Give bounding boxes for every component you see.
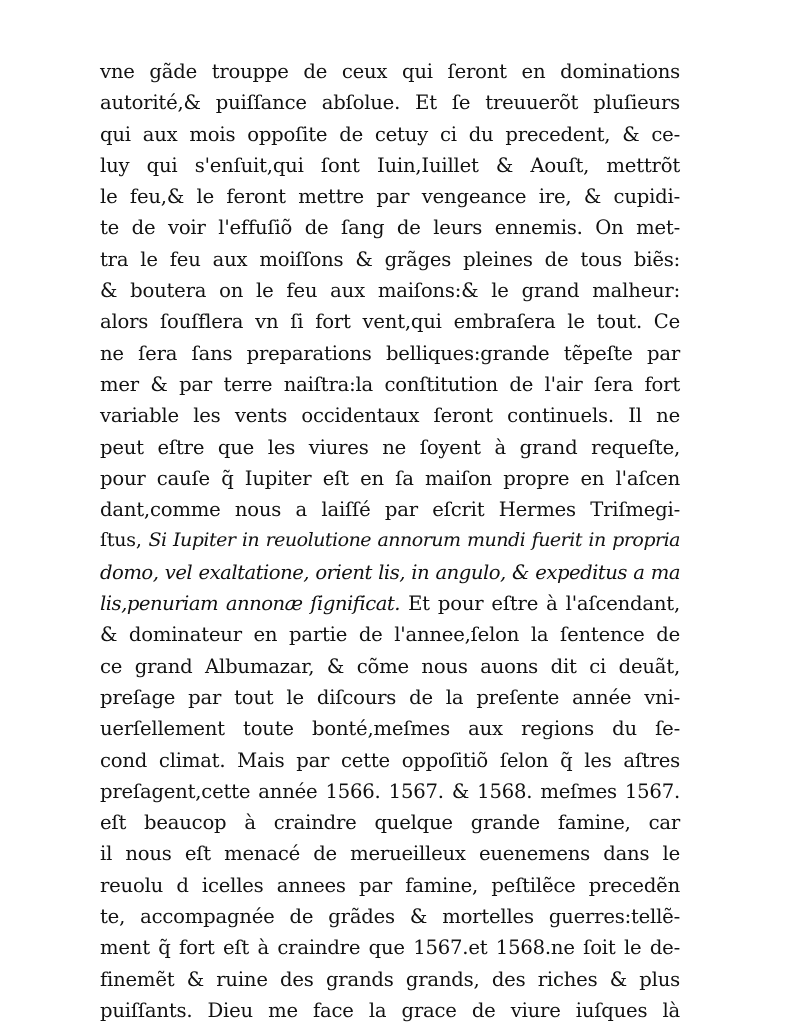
- text-line: [100, 463, 680, 494]
- text-line: [100, 338, 680, 369]
- text-line: [100, 713, 680, 744]
- text-segment: il nous eſt menacé de merueilleux euenemens dans le: [100, 842, 680, 866]
- text-segment: eſt beaucop à craindre quelque grande famine, car: [100, 811, 680, 835]
- text-line: [100, 619, 680, 650]
- italic-quotation: Si Iupiter in reuolutione annorum mundi fuerit in propria: [148, 529, 680, 552]
- text-line: [100, 150, 680, 181]
- text-line: [100, 651, 680, 682]
- text-segment: qui aux mois oppoſite de cetuy ci du precedent, & ce-: [100, 122, 680, 146]
- text-segment: ſtus,: [100, 529, 149, 552]
- text-line: [100, 838, 680, 869]
- text-line: [100, 306, 680, 337]
- text-segment: te de voir l'effuſiõ de ſang de leurs ennemis. On met-: [100, 216, 680, 240]
- text-line: [100, 588, 680, 619]
- text-line: [100, 212, 680, 243]
- text-segment: ne ſera ſans preparations belliques:grande tẽpeſte par: [100, 341, 680, 365]
- text-segment: le feu,& le feront mettre par vengeance ire, & cupidi-: [100, 185, 680, 209]
- text-segment: reuolu d icelles annees par famine, peſtilẽce precedẽn: [100, 873, 680, 897]
- text-line: [100, 275, 680, 306]
- text-segment: ce grand Albumazar, & cõme nous auons dit ci deuãt,: [100, 654, 680, 678]
- text-line: [100, 995, 680, 1026]
- text-segment: mer & par terre naiſtra:la conſtitution de l'air ſera fort: [100, 372, 680, 396]
- text-segment: peut eſtre que les viures ne ſoyent à grand requeſte,: [100, 435, 680, 459]
- text-segment: preſagent,cette année 1566. 1567. & 1568. meſmes 1567.: [100, 779, 680, 803]
- body-text: [100, 56, 680, 1026]
- text-segment: ment q̃ fort eſt à craindre que 1567.et 1568.ne ſoit le de-: [100, 936, 680, 960]
- italic-quotation: domo, vel exaltatione, orient lis, in angulo, & expeditus a ma: [100, 560, 680, 584]
- text-segment: pour cauſe q̃ Iupiter eſt en ſa maiſon propre en l'aſcen: [100, 466, 680, 490]
- text-line: [100, 244, 680, 275]
- text-segment: autorité,& puiſſance abſolue. Et ſe treuuerõt pluſieurs: [100, 91, 680, 115]
- text-line: [100, 932, 680, 963]
- text-segment: uerſellement toute bonté,meſmes aux regions du ſe-: [100, 717, 680, 741]
- text-line: [100, 870, 680, 901]
- text-segment: Et pour eſtre à l'aſcendant,: [400, 592, 680, 616]
- text-line: [100, 432, 680, 463]
- text-line: [100, 494, 680, 525]
- text-segment: vne gãde trouppe de ceux qui ſeront en dominations: [100, 60, 680, 83]
- text-segment: & boutera on le feu aux maiſons:& le grand malheur:: [100, 279, 680, 303]
- text-segment: alors ſouſflera vn ſi fort vent,qui embraſera le tout. Ce: [100, 310, 680, 334]
- text-line: [100, 557, 680, 588]
- text-segment: te, accompagnée de grãdes & mortelles guerres:tellẽ-: [100, 905, 680, 929]
- text-line: [100, 745, 680, 776]
- text-segment: puiſſants. Dieu me face la grace de viure iuſques là: [100, 998, 680, 1022]
- text-line: [100, 400, 680, 431]
- text-line: [100, 525, 680, 556]
- text-segment: luy qui s'enſuit,qui ſont Iuin,Iuillet & Aouſt, mettrõt: [100, 153, 680, 177]
- text-line: [100, 181, 680, 212]
- text-line: [100, 56, 680, 87]
- text-segment: dant,comme nous a laiſſé par eſcrit Hermes Triſmegi-: [100, 498, 680, 522]
- text-line: [100, 776, 680, 807]
- text-segment: & dominateur en partie de l'annee,ſelon la ſentence de: [100, 623, 680, 647]
- text-line: [100, 682, 680, 713]
- text-segment: tra le feu aux moiſſons & grãges pleines de tous biẽs:: [100, 247, 680, 271]
- text-segment: variable les vents occidentaux ſeront continuels. Il ne: [100, 404, 680, 428]
- italic-quotation: lis,penuriam annonæ ſignificat.: [100, 592, 401, 616]
- text-line: [100, 901, 680, 932]
- text-line: [100, 369, 680, 400]
- text-segment: finemẽt & ruine des grands grands, des riches & plus: [100, 967, 680, 991]
- text-line: [100, 119, 680, 150]
- text-line: [100, 964, 680, 995]
- text-segment: preſage par tout le diſcours de la preſente année vni-: [100, 685, 680, 709]
- text-segment: cond climat. Mais par cette oppoſitiõ ſelon q̃ les aſtres: [100, 748, 680, 772]
- text-line: [100, 807, 680, 838]
- text-line: [100, 87, 680, 118]
